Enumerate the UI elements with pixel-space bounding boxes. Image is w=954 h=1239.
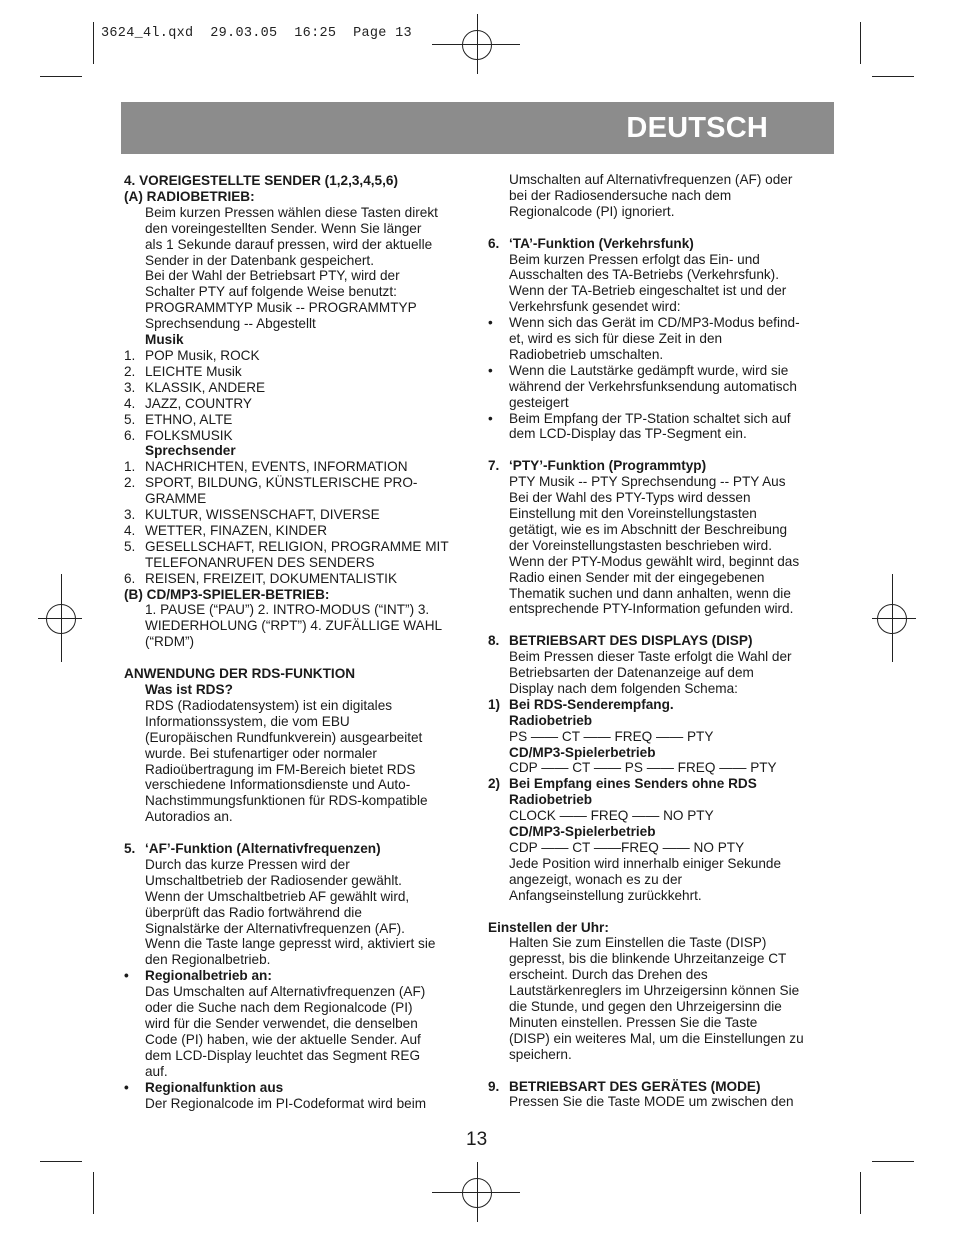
list-number: 3. [124, 379, 136, 395]
line-text: JAZZ, COUNTRY [145, 395, 252, 411]
line-text: SPORT, BILDUNG, KÜNSTLERISCHE PRO- [145, 475, 418, 491]
list-number: 1. [124, 347, 136, 363]
line-text: gesteigert [509, 394, 569, 410]
text-line [124, 316, 469, 332]
line-text: Informationssystem, die vom EBU [145, 713, 350, 729]
line-text: Verkehrsfunk gesendet wird: [509, 299, 681, 315]
text-line [488, 188, 834, 204]
right-column [488, 172, 834, 1110]
text-line [488, 283, 834, 299]
line-text: ‘AF’-Funktion (Alternativfrequenzen) [145, 841, 381, 857]
line-text: (Europäischen Rundfunkverein) ausgearbeitet [145, 729, 423, 745]
text-line [488, 411, 834, 427]
line-text: die Stunde, und gegen den Uhrzeigersinn die [509, 999, 782, 1015]
line-text: auf. [145, 1063, 168, 1079]
line-text: Radio einen Sender mit der eingegebenen [509, 569, 765, 585]
line-text: getätigt, wie es im Abschnitt der Beschreibung [509, 521, 788, 537]
line-text: Autoradios an. [145, 809, 233, 825]
text-line [488, 1015, 834, 1031]
text-line [488, 792, 834, 808]
line-text: (A) RADIOBETRIEB: [124, 188, 255, 204]
line-text: REISEN, FREIZEIT, DOKUMENTALISTIK [145, 570, 398, 586]
line-text: Beim kurzen Pressen wählen diese Tasten direkt [145, 204, 438, 220]
text-line [124, 841, 469, 857]
line-text: POP Musik, ROCK [145, 347, 260, 363]
text-line [488, 951, 834, 967]
text-line [124, 762, 469, 778]
line-text: Sprechsendung -- Abgestellt [145, 316, 316, 332]
text-line [124, 873, 469, 889]
line-text: CD/MP3-Spielerbetrieb [509, 824, 656, 840]
line-text: Radiobetrieb umschalten. [509, 346, 664, 362]
line-text: der Voreinstellungstasten beschrieben wird. [509, 537, 772, 553]
line-text: CLOCK —— FREQ —— NO PTY [509, 808, 714, 824]
text-line [124, 952, 469, 968]
text-line [124, 459, 469, 475]
line-text: 1. PAUSE (“PAU”) 2. INTRO-MODUS (“INT”) 3. [145, 602, 430, 618]
line-text: Das Umschalten auf Alternativfrequenzen (AF) [145, 984, 426, 1000]
line-text: WIEDERHOLUNG (“RPT”) 4. ZUFÄLLIGE WAHL [145, 618, 443, 634]
language-title: DEUTSCH [626, 112, 768, 144]
line-text: CD/MP3-Spielerbetrieb [509, 744, 656, 760]
text-line [488, 601, 834, 617]
line-text: Signalstärke der Alternativfrequenzen (AF). [145, 920, 405, 936]
text-line [488, 570, 834, 586]
line-text: Beim Empfang der TP-Station schaltet sich auf [509, 410, 791, 426]
line-text: Radiobetrieb [509, 792, 593, 808]
line-text: Wenn der Umschaltbetrieb AF gewählt wird, [145, 888, 410, 904]
line-text: Schalter PTY auf folgende Weise benutzt: [145, 284, 397, 300]
line-text: Bei der Wahl der Betriebsart PTY, wird der [145, 268, 400, 284]
line-text: angezeigt, wonach es zu der [509, 871, 683, 887]
line-text: 4. VOREIGESTELLTE SENDER (1,2,3,4,5,6) [124, 173, 398, 188]
line-text: Betriebsarten der Datenanzeige auf dem [509, 665, 754, 681]
line-text: Was ist RDS? [145, 681, 233, 697]
text-line [488, 745, 834, 761]
text-line [124, 412, 469, 428]
line-text: CDP —— CT —— PS —— FREQ —— PTY [509, 760, 777, 776]
line-text: Durch das kurze Pressen wird der [145, 856, 350, 872]
text-line [124, 396, 469, 412]
text-line [488, 840, 834, 856]
crop-mark [860, 1172, 861, 1214]
text-line [124, 634, 469, 650]
text-line [488, 554, 834, 570]
text-line [124, 332, 469, 348]
list-number: 6. [488, 235, 500, 251]
line-text: GESELLSCHAFT, RELIGION, PROGRAMME MIT [145, 538, 449, 554]
text-line [124, 921, 469, 937]
line-text: Wenn die Taste lange gepresst wird, aktiviert sie [145, 936, 436, 952]
list-number: 3. [124, 507, 136, 523]
line-text: TELEFONANRUFEN DES SENDERS [145, 554, 375, 570]
text-line [124, 1000, 469, 1016]
text-line [124, 809, 469, 825]
line-text: Bei der Wahl des PTY-Typs wird dessen [509, 490, 751, 506]
text-line [488, 1094, 834, 1110]
line-text: Bei Empfang eines Senders ohne RDS [509, 776, 757, 792]
list-number: 5. [124, 538, 136, 554]
line-text: Pressen Sie die Taste MODE um zwischen den [509, 1094, 794, 1110]
bullet: • [124, 968, 129, 984]
text-line [124, 364, 469, 380]
text-line [488, 363, 834, 379]
line-text: Beim Pressen dieser Taste erfolgt die Wahl der [509, 649, 792, 665]
text-line [124, 571, 469, 587]
text-line [124, 443, 469, 459]
line-text: Regionalcode (PI) ignoriert. [509, 203, 675, 219]
line-text: Sender in der Datenbank gespeichert. [145, 252, 374, 268]
list-number: 2. [124, 363, 136, 379]
line-text: als 1 Sekunde darauf pressen, wird der aktuelle [145, 236, 433, 252]
text-line [124, 491, 469, 507]
text-line [124, 1032, 469, 1048]
text-line [488, 506, 834, 522]
blank-line [488, 220, 834, 236]
text-line [488, 172, 834, 188]
text-line [124, 475, 469, 491]
text-line [488, 331, 834, 347]
line-text: Einstellung mit den Voreinstellungstasten [509, 506, 757, 521]
text-line [124, 1096, 469, 1112]
line-text: BETRIEBSART DES GERÄTES (MODE) [509, 1078, 761, 1094]
blank-line [488, 1063, 834, 1079]
text-line [488, 888, 834, 904]
line-text: Nachstimmungsfunktionen für RDS-kompatible [145, 793, 428, 809]
list-number: 1. [124, 459, 136, 475]
list-number: 4. [124, 522, 136, 538]
text-line [488, 522, 834, 538]
crop-mark [860, 22, 861, 64]
list-number: 4. [124, 395, 136, 411]
text-line [124, 221, 469, 237]
text-line [488, 681, 834, 697]
line-text: Wenn der PTY-Modus gewählt wird, beginnt das [509, 553, 800, 569]
line-text: erscheint. Durch das Drehen des [509, 967, 708, 983]
text-line [124, 1080, 469, 1096]
text-line [124, 793, 469, 809]
text-line [488, 204, 834, 220]
text-line [488, 299, 834, 315]
text-line [488, 633, 834, 649]
line-text: PROGRAMMTYP Musik -- PROGRAMMTYP [145, 300, 417, 316]
text-line [124, 507, 469, 523]
text-line [124, 666, 469, 682]
text-line [488, 490, 834, 506]
text-line [124, 857, 469, 873]
line-text: während der Verkehrsfunksendung automatisch [509, 378, 797, 394]
line-text: Bei RDS-Senderempfang. [509, 696, 674, 712]
text-line [124, 984, 469, 1000]
text-line [488, 665, 834, 681]
text-line [124, 284, 469, 300]
line-text: Code (PI) haben, wie der aktuelle Sender. Auf [145, 1031, 421, 1047]
text-line [488, 824, 834, 840]
line-text: Radioübertragung im FM-Bereich bietet RDS [145, 761, 416, 777]
blank-line [124, 825, 469, 841]
text-line [488, 1079, 834, 1095]
crop-mark [872, 76, 914, 77]
left-column [124, 173, 469, 1111]
text-line [488, 920, 834, 936]
slug-date: 29.03.05 [210, 26, 278, 41]
text-line [488, 808, 834, 824]
line-text: entsprechende PTY-Information gefunden wird. [509, 601, 794, 617]
bullet: • [488, 410, 493, 426]
crop-mark [93, 1172, 94, 1214]
line-text: Display nach dem folgenden Schema: [509, 680, 738, 696]
line-text: (“RDM”) [145, 634, 195, 650]
line-text: Wenn der TA-Betrieb eingeschaltet ist und der [509, 283, 787, 299]
line-text: Wenn die Lautstärke gedämpft wurde, wird sie [509, 362, 789, 378]
slug-time: 16:25 [294, 26, 337, 41]
text-line [124, 746, 469, 762]
text-line [124, 968, 469, 984]
line-text: Ausschalten des TA-Betriebs (Verkehrsfunk). [509, 267, 779, 283]
slug-page: Page 13 [353, 26, 412, 41]
line-text: PS —— CT —— FREQ —— PTY [509, 728, 714, 744]
text-line [488, 697, 834, 713]
line-text: Halten Sie zum Einstellen die Taste (DISP) [509, 935, 767, 951]
line-text: Der Regionalcode im PI-Codeformat wird beim [145, 1095, 427, 1111]
line-text: KULTUR, WISSENSCHAFT, DIVERSE [145, 507, 380, 523]
line-text: dem LCD-Display leuchtet das Segment REG [145, 1047, 421, 1063]
text-line [488, 474, 834, 490]
bullet: • [488, 315, 493, 331]
text-line [124, 698, 469, 714]
text-line [124, 523, 469, 539]
text-line [124, 1048, 469, 1064]
text-line [124, 555, 469, 571]
text-line [488, 649, 834, 665]
blank-line [488, 442, 834, 458]
list-number: 2) [488, 776, 501, 792]
text-line [124, 300, 469, 316]
line-text: FOLKSMUSIK [145, 427, 233, 443]
list-number: 1) [488, 696, 501, 712]
line-text: Lautstärkenreglers im Uhrzeigersinn können Sie [509, 983, 800, 999]
crop-mark [872, 1161, 914, 1162]
list-number: 6. [124, 427, 136, 443]
text-line [488, 586, 834, 602]
text-line [488, 935, 834, 951]
line-text: ‘PTY’-Funktion (Programmtyp) [509, 458, 707, 474]
crop-mark [40, 1161, 82, 1162]
line-text: (DISP) ein weiteres Mal, um die Einstellungen zu [509, 1030, 804, 1046]
list-number: 9. [488, 1078, 500, 1094]
line-text: bei der Radiosendersuche nach dem [509, 187, 732, 203]
line-text: Regionalfunktion aus [145, 1079, 284, 1095]
text-line [124, 714, 469, 730]
line-text: wurde. Bei stufenartiger oder normaler [145, 745, 377, 761]
line-text: ETHNO, ALTE [145, 411, 233, 427]
text-line [488, 856, 834, 872]
text-line [124, 237, 469, 253]
text-line [124, 1064, 469, 1080]
text-line [488, 347, 834, 363]
language-header-band [121, 102, 834, 154]
line-text: GRAMME [145, 491, 207, 507]
text-line [124, 889, 469, 905]
line-text: KLASSIK, ANDERE [145, 379, 266, 395]
text-line [124, 189, 469, 205]
text-line [124, 205, 469, 221]
text-line [124, 618, 469, 634]
crop-mark [40, 76, 82, 77]
blank-line [124, 650, 469, 666]
line-text: Musik [145, 332, 184, 348]
text-line [124, 936, 469, 952]
text-line [124, 380, 469, 396]
line-text: Einstellen der Uhr: [488, 919, 609, 935]
text-line [488, 395, 834, 411]
line-text: Regionalbetrieb an: [145, 968, 272, 984]
line-text: Jede Position wird innerhalb einiger Sekunde [509, 855, 782, 871]
text-line [488, 776, 834, 792]
text-line [488, 236, 834, 252]
text-line [488, 999, 834, 1015]
line-text: et, wird es sich für diese Zeit in den [509, 331, 723, 347]
line-text: LEICHTE Musik [145, 363, 242, 379]
line-text: gepresst, bis die blinkende Uhrzeitanzeige CT [509, 951, 787, 967]
page-number: 13 [466, 1129, 488, 1150]
text-line [488, 967, 834, 983]
line-text: (B) CD/MP3-SPIELER-BETRIEB: [124, 586, 330, 602]
text-line [124, 348, 469, 364]
text-line [124, 587, 469, 603]
text-line [488, 379, 834, 395]
text-line [488, 760, 834, 776]
line-text: Anfangseinstellung zurückkehrt. [509, 887, 702, 903]
line-text: speichern. [509, 1046, 572, 1062]
list-number: 8. [488, 633, 500, 649]
text-line [124, 730, 469, 746]
text-line [488, 426, 834, 442]
text-line [488, 267, 834, 283]
line-text: RDS (Radiodatensystem) ist ein digitales [145, 697, 393, 713]
text-line [488, 538, 834, 554]
line-text: den voreingestellten Sender. Wenn Sie länger [145, 220, 422, 236]
line-text: Beim kurzen Pressen erfolgt das Ein- und [509, 251, 760, 267]
line-text: ANWENDUNG DER RDS-FUNKTION [124, 666, 356, 682]
text-line [124, 253, 469, 269]
text-line [488, 872, 834, 888]
text-line [124, 428, 469, 444]
text-line [124, 682, 469, 698]
print-slug [101, 26, 412, 41]
line-text: PTY Musik -- PTY Sprechsendung -- PTY Aus [509, 474, 786, 490]
text-line [124, 602, 469, 618]
line-text: Umschalten auf Alternativfrequenzen (AF) oder [509, 172, 793, 187]
line-text: wird für die Sender verwendet, die denselben [145, 1016, 418, 1031]
line-text: BETRIEBSART DES DISPLAYS (DISP) [509, 633, 753, 649]
text-line [124, 1016, 469, 1032]
line-text: verschiedene Informationsdienste und Auto- [145, 777, 411, 793]
list-number: 7. [488, 458, 500, 474]
text-line [124, 777, 469, 793]
blank-line [488, 617, 834, 633]
line-text: NACHRICHTEN, EVENTS, INFORMATION [145, 459, 408, 475]
line-text: dem LCD-Display das TP-Segment ein. [509, 426, 747, 442]
line-text: überprüft das Radio fortwährend die [145, 904, 362, 920]
text-line [124, 539, 469, 555]
line-text: Radiobetrieb [509, 712, 593, 728]
list-number: 6. [124, 570, 136, 586]
line-text: den Regionalbetrieb. [145, 952, 271, 968]
list-number: 5. [124, 411, 136, 427]
list-number: 2. [124, 475, 136, 491]
text-line [488, 713, 834, 729]
bullet: • [124, 1079, 129, 1095]
text-line [488, 458, 834, 474]
line-text: Thematik suchen und dann anhalten, wenn die [509, 585, 791, 601]
text-line [488, 252, 834, 268]
line-text: WETTER, FINAZEN, KINDER [145, 522, 328, 538]
blank-line [488, 904, 834, 920]
text-line [488, 729, 834, 745]
crop-mark [93, 22, 94, 64]
line-text: Minuten einstellen. Pressen Sie die Taste [509, 1014, 758, 1030]
text-line [488, 1031, 834, 1047]
line-text: Wenn sich das Gerät im CD/MP3-Modus befind- [509, 315, 800, 331]
list-number: 5. [124, 841, 136, 857]
text-line [488, 315, 834, 331]
line-text: oder die Suche nach dem Regionalcode (PI) [145, 1000, 413, 1016]
text-line [488, 1047, 834, 1063]
text-line [124, 905, 469, 921]
line-text: CDP —— CT ——FREQ —— NO PTY [509, 840, 745, 856]
bullet: • [488, 362, 493, 378]
slug-file: 3624_4l.qxd [101, 26, 194, 41]
text-line [124, 173, 469, 189]
text-line [124, 268, 469, 284]
text-line [488, 983, 834, 999]
line-text: Sprechsender [145, 443, 236, 459]
line-text: ‘TA’-Funktion (Verkehrsfunk) [509, 235, 694, 251]
line-text: Umschaltbetrieb der Radiosender gewählt. [145, 872, 402, 888]
